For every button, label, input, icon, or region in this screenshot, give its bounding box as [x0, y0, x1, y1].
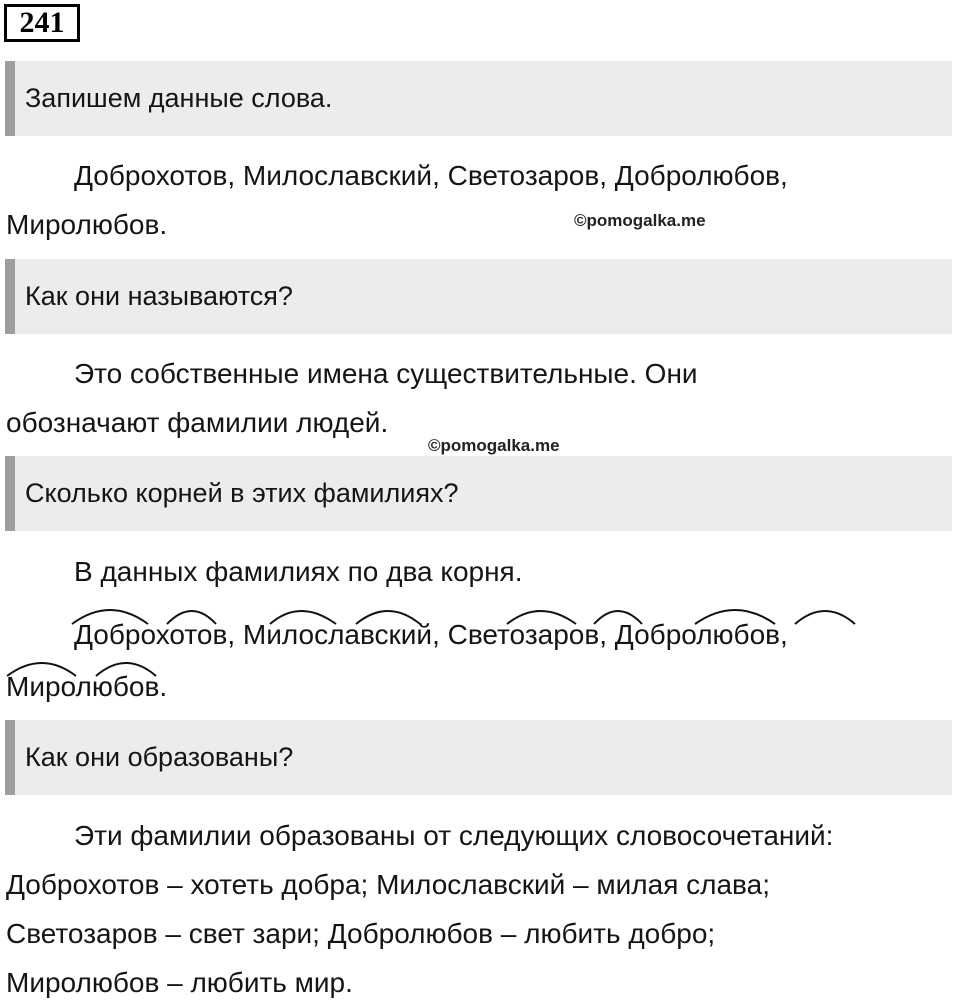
answer-2-line-1: Это собственные имена существительные. Они — [74, 358, 698, 389]
answer-1-line-2: Миролюбов. — [6, 209, 168, 240]
answer-4 — [6, 811, 956, 1007]
roots-block — [6, 609, 956, 713]
answer-3-line-1: В данных фамилиях по два корня. — [74, 556, 523, 587]
question-3: Сколько корней в этих фамилиях? — [5, 456, 952, 531]
roots-line-1: Доброхотов, Милославский, Светозаров, Добролюбов, — [74, 619, 788, 650]
question-4: Как они образованы? — [5, 720, 952, 795]
answer-1 — [6, 151, 956, 249]
answer-2-line-2: обозначают фамилии людей. — [6, 407, 389, 438]
task-number: 241 — [4, 4, 80, 42]
question-2: Как они называются? — [5, 259, 952, 334]
watermark-2: ©pomogalka.me — [428, 436, 560, 455]
answer-4-line-3: Светозаров – свет зари; Добролюбов – любить добро; — [6, 918, 716, 949]
answer-4-line-1: Эти фамилии образованы от следующих словосочетаний: — [74, 820, 834, 851]
watermark-1: ©pomogalka.me — [574, 211, 706, 230]
question-1: Запишем данные слова. — [5, 61, 952, 136]
answer-1-line-1: Доброхотов, Милославский, Светозаров, Добролюбов, — [74, 160, 788, 191]
roots-line-2: Миролюбов. — [6, 671, 168, 702]
answer-2 — [6, 349, 956, 447]
answer-3 — [6, 547, 956, 596]
answer-4-line-4: Миролюбов – любить мир. — [6, 967, 353, 998]
answer-4-line-2: Доброхотов – хотеть добра; Милославский – милая слава; — [6, 869, 770, 900]
